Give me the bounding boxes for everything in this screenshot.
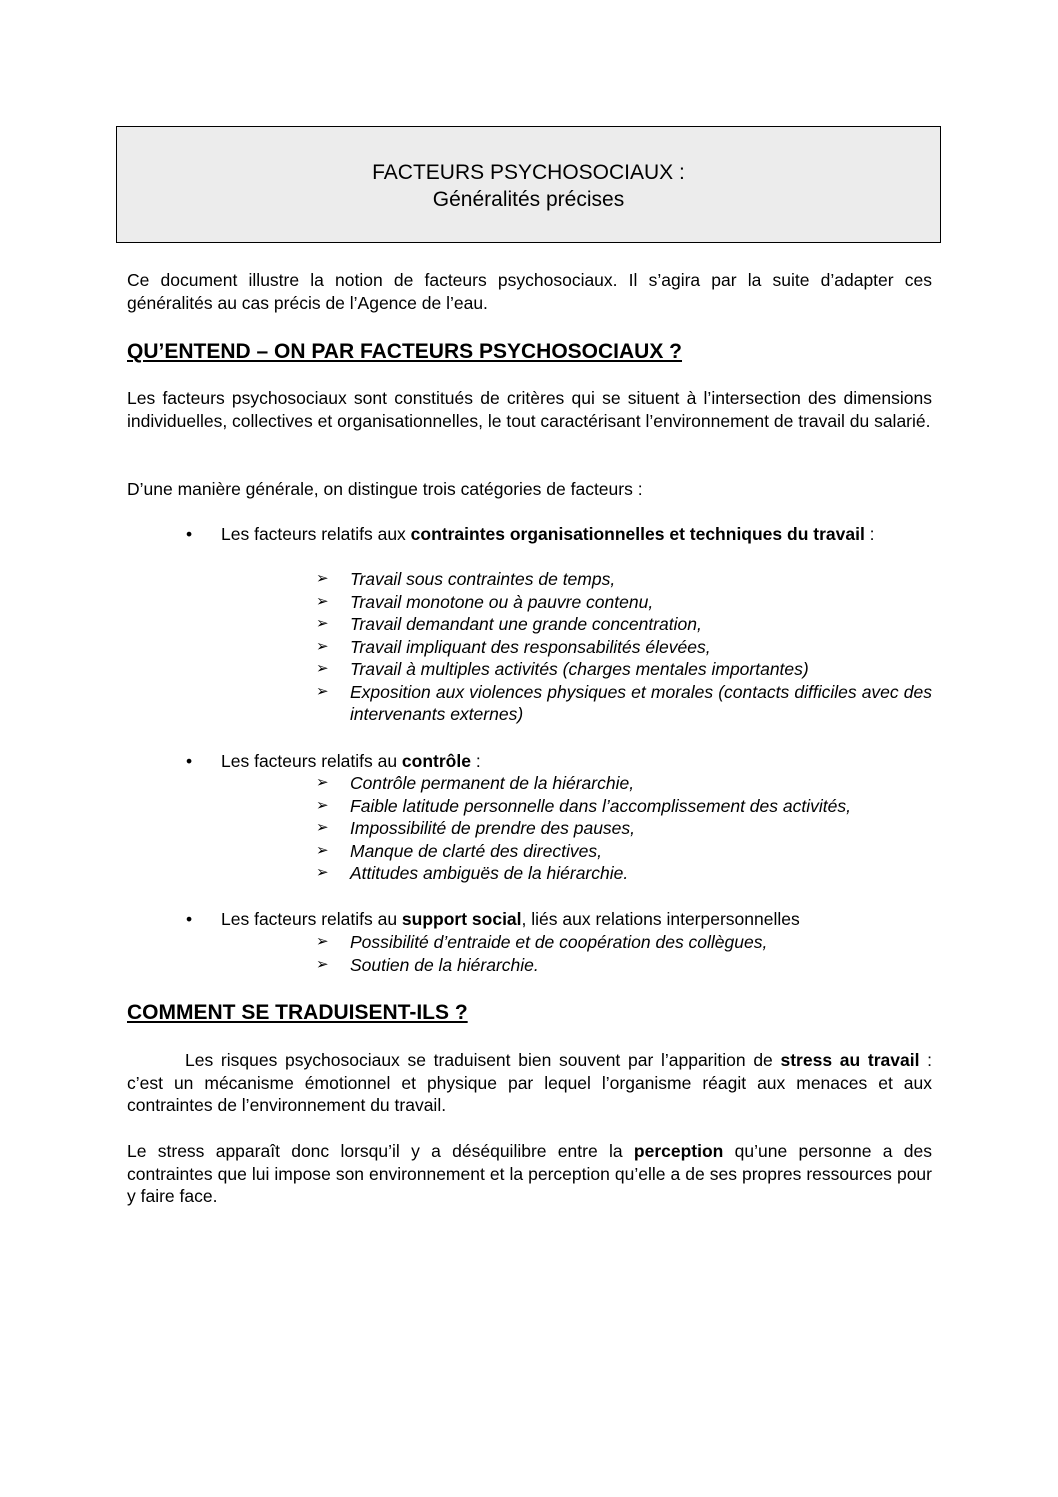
list-item: ➢ Possibilité d’entraide et de coopération des collègues, (316, 932, 768, 952)
arrow-icon: ➢ (316, 615, 329, 632)
document-subtitle: Généralités précises (432, 188, 625, 211)
bullet-icon: • (186, 524, 193, 544)
section2-paragraph-1-suffix: : c’est un mécanisme émotionnel et physique par lequel l’organisme réagit aux menaces et aux contraintes de l’environnement du travail. (127, 1050, 932, 1115)
category-2-suffix: : (470, 751, 481, 771)
intro-paragraph: Ce document illustre la notion de facteurs psychosociaux. Il s’agira par la suite d’adapter ces généralités au cas précis de l’Agence de l’eau. (127, 270, 932, 313)
category-2 (186, 750, 932, 773)
category-3-prefix: Les facteurs relatifs au (221, 909, 402, 929)
arrow-icon: ➢ (316, 955, 329, 973)
section1-paragraph-2: D’une manière générale, on distingue trois catégories de facteurs : (127, 479, 643, 499)
list-item: ➢ Travail à multiples activités (charges mentales importantes) (316, 659, 809, 679)
arrow-icon: ➢ (316, 796, 329, 814)
list-item: ➢ Manque de clarté des directives, (316, 840, 602, 861)
arrow-icon: ➢ (316, 570, 329, 587)
arrow-icon: ➢ (316, 682, 329, 700)
arrow-icon: ➢ (316, 637, 329, 655)
category-3 (186, 908, 932, 931)
list-item: ➢ Travail demandant une grande concentration, (316, 614, 702, 634)
category-1-list (316, 568, 932, 726)
list-item: ➢ Faible latitude personnelle dans l’accomplissement des activités, (316, 795, 851, 816)
section2-heading: COMMENT SE TRADUISENT-ILS ? (127, 1001, 468, 1024)
category-2-bold: contrôle (401, 751, 471, 771)
category-3-suffix: , liés aux relations interpersonnelles (521, 909, 800, 929)
category-1-text (221, 523, 932, 546)
arrow-icon: ➢ (316, 933, 329, 950)
list-item: ➢ Contrôle permanent de la hiérarchie, (316, 773, 635, 793)
list-item: ➢ Travail impliquant des responsabilités élevées, (316, 636, 711, 657)
list-item: ➢ Impossibilité de prendre des pauses, (316, 818, 636, 838)
section2-paragraph-2-prefix: Le stress apparaît donc lorsqu’il y a déséquilibre entre la (127, 1141, 634, 1161)
category-2-prefix: Les facteurs relatifs au (221, 751, 402, 771)
arrow-icon: ➢ (316, 864, 329, 881)
bullet-icon: • (186, 909, 193, 929)
category-1-prefix: Les facteurs relatifs aux (221, 524, 411, 544)
category-3-list (316, 931, 932, 976)
section2-paragraph-1-bold: stress au travail (780, 1050, 920, 1070)
category-2-text (221, 750, 932, 773)
section2-paragraph-2-bold: perception (633, 1141, 724, 1161)
list-item: ➢ Attitudes ambiguës de la hiérarchie. (316, 863, 629, 883)
list-item: ➢ Exposition aux violences physiques et morales (contacts difficiles avec des intervenants externes) (316, 681, 932, 724)
section2-paragraph-1-prefix: Les risques psychosociaux se traduisent bien souvent par l’apparition de (185, 1050, 781, 1070)
arrow-icon: ➢ (316, 841, 329, 859)
section2-paragraph-2-suffix: qu’une personne a des contraintes que lui impose son environnement et la perception qu’elle a de ses propres ressources pour y faire face. (127, 1141, 932, 1206)
section1-paragraph-1: Les facteurs psychosociaux sont constitués de critères qui se situent à l’intersection des dimensions individuelles, collectives et organisationnelles, le tout caractérisant l’environnement de travail du salarié. (127, 388, 932, 431)
arrow-icon: ➢ (316, 774, 329, 791)
list-item: ➢ Travail monotone ou à pauvre contenu, (316, 591, 654, 612)
arrow-icon: ➢ (316, 660, 329, 677)
bullet-icon: • (186, 751, 193, 771)
category-1-bold: contraintes organisationnelles et techniques du travail (410, 524, 865, 544)
section1-heading: QU’ENTEND – ON PAR FACTEURS PSYCHOSOCIAUX ? (127, 340, 683, 363)
section2-paragraph-2 (127, 1140, 932, 1208)
arrow-icon: ➢ (316, 592, 329, 610)
document-title: FACTEURS PSYCHOSOCIAUX : (372, 161, 685, 184)
section2-paragraph-1 (127, 1049, 932, 1117)
title-box (116, 126, 941, 243)
category-1 (186, 523, 932, 546)
list-item: ➢ Soutien de la hiérarchie. (316, 954, 539, 975)
category-1-suffix: : (864, 524, 875, 544)
category-3-text (221, 908, 932, 931)
category-2-list (316, 772, 932, 885)
category-3-bold: support social (401, 909, 522, 929)
arrow-icon: ➢ (316, 819, 329, 836)
list-item: ➢ Travail sous contraintes de temps, (316, 569, 616, 589)
